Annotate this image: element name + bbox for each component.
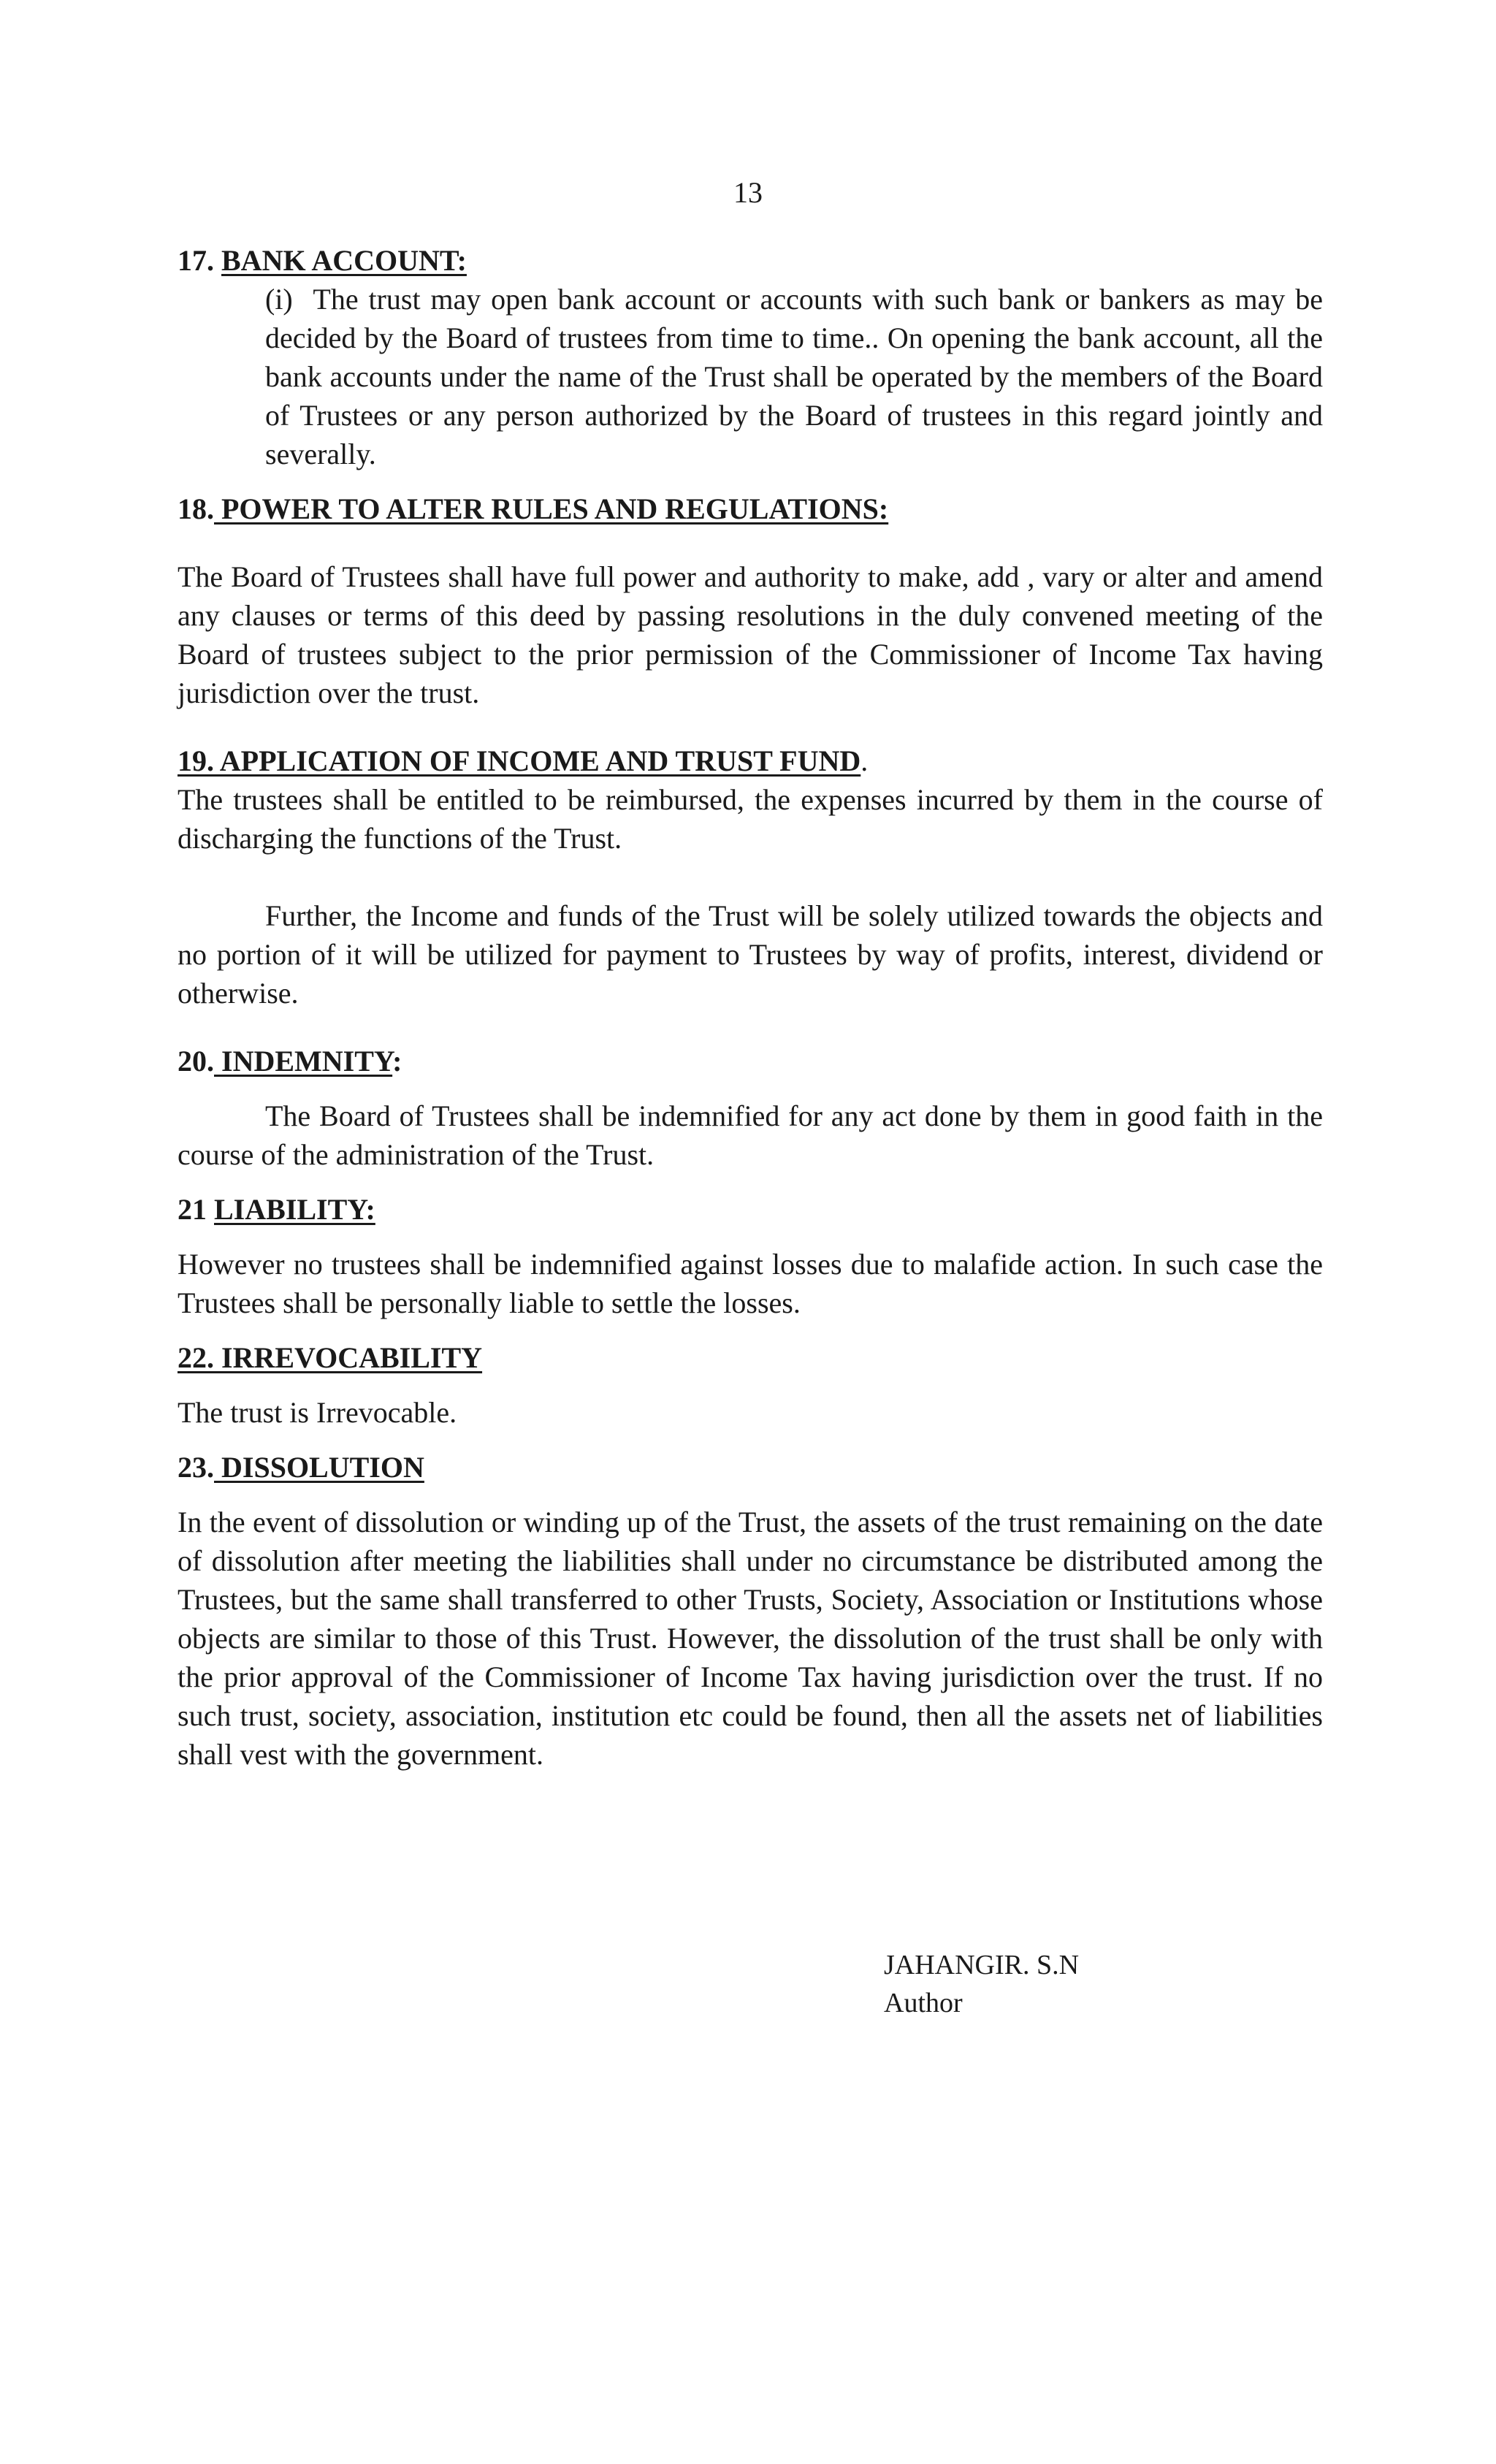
section-19-heading — [178, 741, 1323, 780]
section-17-title: BANK ACCOUNT: — [221, 244, 467, 277]
section-20-title: INDEMNITY — [214, 1045, 393, 1077]
section-20-title-suffix: : — [392, 1045, 402, 1077]
section-23-number: 23. — [178, 1451, 214, 1484]
section-21-title: LIABILITY: — [214, 1193, 375, 1226]
page-number: 13 — [733, 176, 763, 209]
section-19-title-suffix: . — [860, 744, 869, 777]
section-21-heading — [178, 1190, 1323, 1229]
section-23-heading — [178, 1448, 1323, 1487]
section-19-title: 19. APPLICATION OF INCOME AND TRUST FUND — [178, 744, 861, 777]
section-17-text: The trust may open bank account or accounts with such bank or bankers as may be decided by the Board of trustees from time to time.. On opening the bank account, all the bank accounts under the name of the Trust shall be operated by the members of the Board of Trustees or any person authorized by the Board of trustees in this regard jointly and severally. — [265, 283, 1323, 470]
section-23-body: In the event of dissolution or winding up of the Trust, the assets of the trust remaining on the date of dissolution after meeting the liabilities shall under no circumstance be distributed among the Trustees, but the same shall transferred to other Trusts, Society, Association or Institutions whose objects are similar to those of this Trust. However, the dissolution of the trust shall be only with the prior approval of the Commissioner of Income Tax having jurisdiction over the trust. If no such trust, society, association, institution etc could be found, then all the assets net of liabilities shall vest with the government. — [178, 1506, 1323, 1771]
document-body — [178, 241, 1323, 1774]
section-22-heading — [178, 1338, 1323, 1377]
section-17-item-marker: (i) — [265, 283, 293, 316]
section-19-body-2: Further, the Income and funds of the Trust will be solely utilized towards the objects and no portion of it will be utilized for payment to Trustees by way of profits, interest, dividend or otherwise. — [178, 899, 1323, 1010]
section-17-body — [265, 280, 1323, 473]
section-22-title: 22. IRREVOCABILITY — [178, 1341, 483, 1374]
section-17-number: 17. — [178, 244, 214, 277]
section-17-heading — [178, 241, 1323, 280]
section-20-body: The Board of Trustees shall be indemnified for any act done by them in good faith in the course of the administration of the Trust. — [178, 1099, 1323, 1171]
signature-name: JAHANGIR. S.N — [884, 1950, 1080, 1980]
section-18-title: POWER TO ALTER RULES AND REGULATIONS: — [214, 492, 889, 525]
section-22-body: The trust is Irrevocable. — [178, 1396, 457, 1429]
section-20-heading — [178, 1042, 1323, 1080]
section-19-body-1: The trustees shall be entitled to be reimbursed, the expenses incurred by them in the course of discharging the functions of the Trust. — [178, 783, 1323, 855]
section-18-number: 18. — [178, 492, 214, 525]
section-21-body: However no trustees shall be indemnified against losses due to malafide action. In such case the Trustees shall be personally liable to settle the losses. — [178, 1248, 1323, 1319]
section-18-heading — [178, 489, 1323, 528]
section-20-number: 20. — [178, 1045, 214, 1077]
signature-role: Author — [884, 1988, 963, 2018]
signature-block — [884, 1946, 1079, 2022]
section-18-body: The Board of Trustees shall have full power and authority to make, add , vary or alter and amend any clauses or terms of this deed by passing resolutions in the duly convened meeting of the Board of trustees subject to the prior permission of the Commissioner of Income Tax having jurisdiction over the trust. — [178, 560, 1323, 709]
section-21-number: 21 — [178, 1193, 214, 1226]
section-23-title: DISSOLUTION — [214, 1451, 424, 1484]
